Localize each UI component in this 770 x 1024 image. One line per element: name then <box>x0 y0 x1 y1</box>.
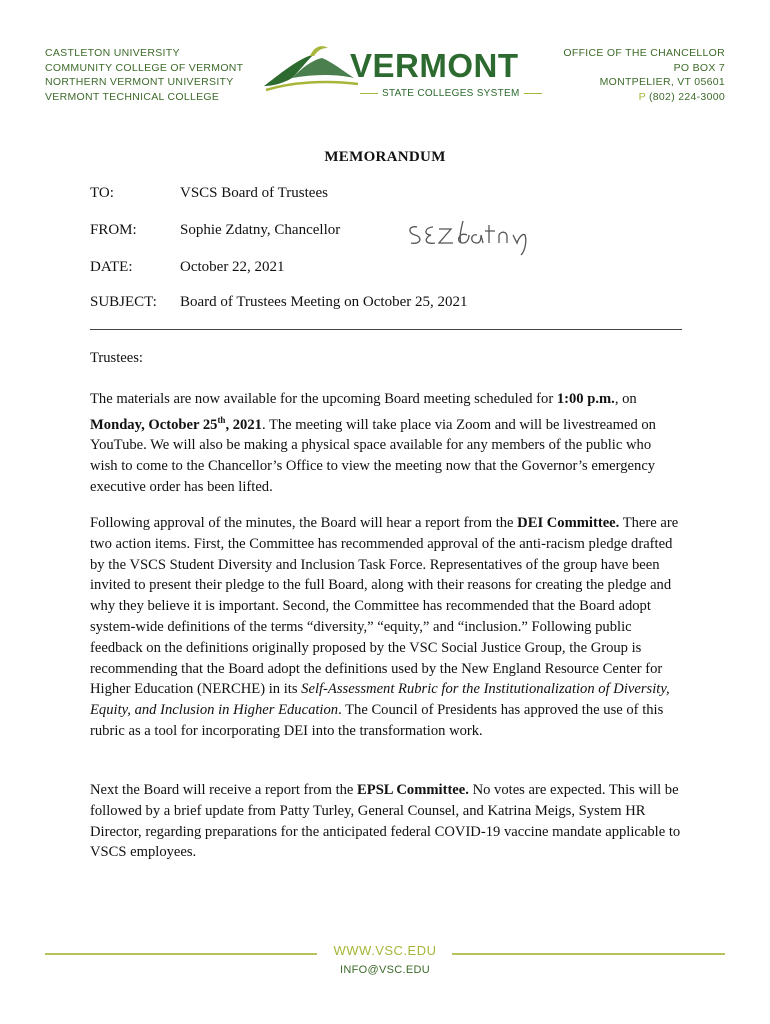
vsc-logo <box>262 40 532 106</box>
office-address <box>563 46 725 104</box>
institution-list <box>45 46 243 104</box>
meeting-time: 1:00 p.m. <box>556 391 615 407</box>
text-run: , on <box>614 391 637 407</box>
handwritten-signature <box>405 217 545 257</box>
institution-name: COMMUNITY COLLEGE OF VERMONT <box>45 61 244 74</box>
signature <box>405 217 545 262</box>
office-line: MONTPELIER, VT 05601 <box>599 76 725 89</box>
subject-value: Board of Trustees Meeting on October 25, 2021 <box>180 294 468 310</box>
institution-name: VERMONT TECHNICAL COLLEGE <box>45 90 220 103</box>
logo-subtitle <box>356 88 546 99</box>
from-label: FROM: <box>90 222 137 238</box>
epsl-committee: EPSL Committee. <box>357 782 469 798</box>
to-label: TO: <box>90 185 114 201</box>
institution-name: CASTLETON UNIVERSITY <box>45 47 180 59</box>
memo-title: MEMORANDUM <box>324 149 446 165</box>
paragraph-3 <box>90 780 682 863</box>
text-run: Following approval of the minutes, the Board will hear a report from the <box>90 515 518 531</box>
paragraph-3-text <box>90 780 682 863</box>
text-run: Next the Board will receive a report from the <box>90 782 358 798</box>
meeting-date-year: , 2021 <box>225 416 262 433</box>
salutation <box>90 348 682 369</box>
salutation-text: Trustees: <box>90 350 143 366</box>
paragraph-2 <box>90 513 682 742</box>
text-run: . The meeting will take place via Zoom and will be livestreamed on YouTube. We will also be making a physical space available for any members of the public who wish to come to the Chancellor’s Office to view the meeting now that the Governor’s emergency executive order has been lifted. <box>90 416 656 496</box>
to-value: VSCS Board of Trustees <box>180 185 328 201</box>
logo-subtitle-text: STATE COLLEGES SYSTEM <box>382 88 520 99</box>
office-line: OFFICE OF THE CHANCELLOR <box>563 47 725 59</box>
meeting-date <box>90 414 262 433</box>
mountain-logo-icon <box>262 44 362 94</box>
office-line: PO BOX 7 <box>673 61 725 74</box>
dei-committee: DEI Committee. <box>517 515 620 531</box>
text-run: . The Council of Presidents has approved the use of this rubric as a tool for incorporating DEI into the transformation work. <box>90 702 664 739</box>
logo-wordmark: VERMONT <box>350 47 519 84</box>
date-suffix: th <box>217 414 226 425</box>
from-value: Sophie Zdatny, Chancellor <box>180 222 341 238</box>
date-value: October 22, 2021 <box>180 259 285 275</box>
text-run: The materials are now available for the upcoming Board meeting scheduled for <box>90 391 557 407</box>
office-phone <box>563 90 725 105</box>
footer-website[interactable]: WWW.VSC.EDU <box>333 943 437 958</box>
phone-number: (802) 224-3000 <box>648 90 725 103</box>
subject-label: SUBJECT: <box>90 294 157 310</box>
phone-prefix: P <box>638 90 646 103</box>
paragraph-1-text <box>90 389 682 498</box>
meeting-date-main: Monday, October 25 <box>90 416 218 433</box>
header-divider <box>90 329 682 330</box>
date-label: DATE: <box>90 259 133 275</box>
footer-email[interactable]: INFO@VSC.EDU <box>340 964 430 976</box>
text-run: There are two action items. First, the Committee has recommended approval of the anti-racism pledge drafted by the VSCS Student Diversity and Inclusion Task Force. Representatives of the group have been invited to present their pledge to the full Board, along with their reasons for creating the pledge and why they believe it is important. Second, the Committee has recommended that the Board adopt system-wide definitions of the terms “diversity,” “equity,” and “inclusion.” Following public feedback on the definitions originally proposed by the VSC Social Justice Group, the Group is recommending that the Board adopt the definitions used by the New England Resource Center for Higher Education (NERCHE) in its <box>90 515 679 698</box>
text-run: No votes are expected. This will be followed by a brief update from Patty Turley, General Counsel, and Katrina Meigs, System HR Director, regarding preparations for the anticipated federal COVID-19 vaccine mandate applicable to VSCS employees. <box>90 782 681 861</box>
paragraph-1 <box>90 389 682 498</box>
paragraph-2-text <box>90 513 682 742</box>
rubric-title: Self-Assessment Rubric for the Institutionalization of Diversity, Equity, and Inclusion in Higher Education <box>90 681 670 719</box>
institution-name: NORTHERN VERMONT UNIVERSITY <box>45 76 234 89</box>
